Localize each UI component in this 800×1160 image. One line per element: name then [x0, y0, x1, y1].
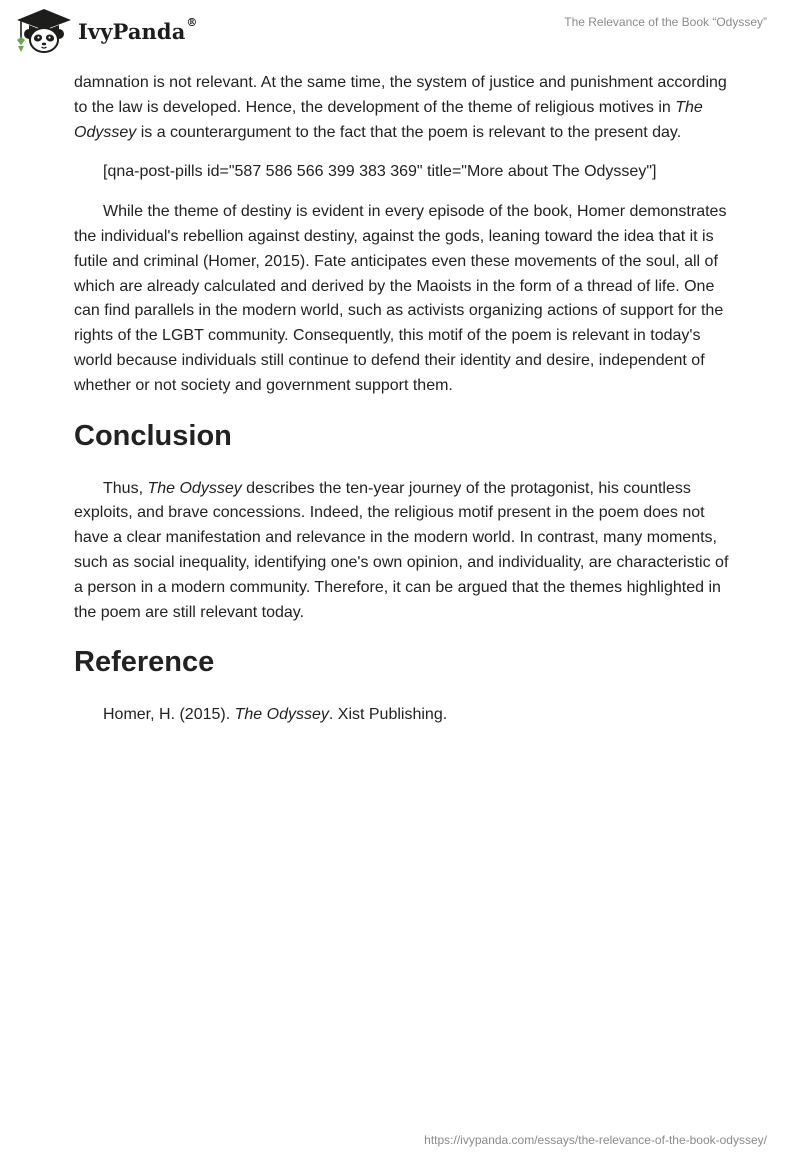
panda-graduate-icon	[15, 7, 73, 53]
essay-body	[74, 71, 730, 743]
document-title: The Relevance of the Book “Odyssey”	[564, 15, 767, 29]
reference-heading: Reference	[74, 646, 215, 679]
page-header	[0, 0, 800, 66]
paragraph-conclusion: Thus, The Odyssey describes the ten-year journey of the protagonist, his countless exploits, and brave concessions. Indeed, the religious motif present in the poem does not have a clear manifestation and relevance in the modern world. In contrast, many moments, such as social inequality, identifying one's own opinion, and individuality, are characteristic of a person in a modern community. Therefore, it can be argued that the themes highlighted in the poem are still relevant today.	[74, 479, 729, 621]
paragraph-religious-motives: damnation is not relevant. At the same time, the system of justice and punishment according to the law is developed. Hence, the development of the theme of religious motives in The Odyssey is a counterargument to the fact that the poem is relevant to the present day.	[74, 74, 727, 141]
source-url[interactable]: https://ivypanda.com/essays/the-relevance-of-the-book-odyssey/	[424, 1133, 767, 1147]
book-title: The Odyssey	[234, 706, 329, 724]
conclusion-heading: Conclusion	[74, 419, 232, 452]
shortcode-pills: [qna-post-pills id="587 586 566 399 383 369" title="More about The Odyssey"]	[103, 163, 657, 181]
reference-entry: Homer, H. (2015). The Odyssey. Xist Publishing.	[103, 706, 448, 724]
registered-mark: ®	[186, 15, 198, 29]
brand-name: IvyPanda®	[78, 15, 198, 44]
book-title: The Odyssey	[74, 98, 703, 141]
paragraph-destiny: While the theme of destiny is evident in every episode of the book, Homer demonstrates the individual's rebellion against destiny, against the gods, leaning toward the idea that it is futile and criminal (Homer, 2015). Fate anticipates even these movements of the soul, all of which are already calculated and derived by the Maoists in the form of a thread of life. One can find parallels in the modern world, such as activists organizing actions of support for the rights of the LGBT community. Consequently, this motif of the poem is relevant in today's world because individuals still continue to defend their identity and desire, independent of whether or not society and government support them.	[74, 203, 727, 394]
book-title: The Odyssey	[147, 479, 242, 497]
ivypanda-logo[interactable]	[15, 7, 198, 53]
